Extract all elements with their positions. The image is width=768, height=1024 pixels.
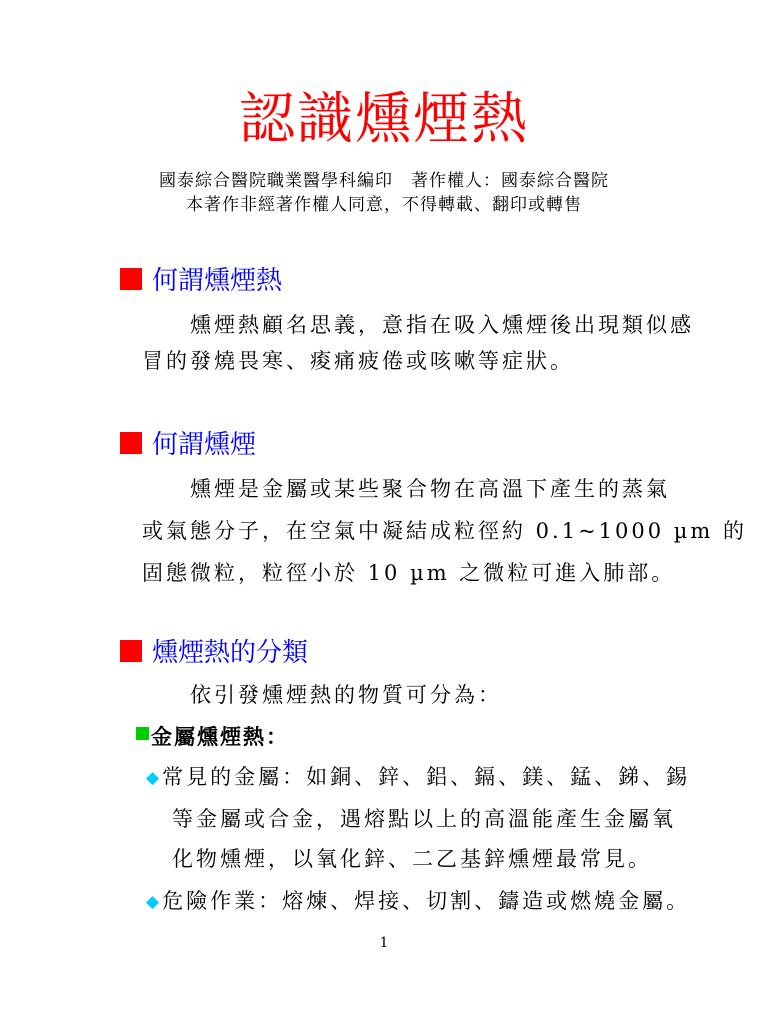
list-item-text: 常見的金屬：如銅、鋅、鋁、鎘、鎂、錳、銻、錫 [162, 765, 691, 789]
cyan-diamond-bullet-icon: ◆ [146, 768, 160, 788]
paragraph-line: 固態微粒，粒徑小於 10 µm 之微粒可進入肺部。 [142, 561, 676, 585]
list-item-continuation: 化物燻煙，以氧化鋅、二乙基鋅燻煙最常見。 [172, 847, 652, 871]
section-heading-classification [120, 636, 308, 670]
paragraph-line: 燻煙熱顧名思義，意指在吸入燻煙後出現類似感 [190, 313, 694, 337]
credit-line-publisher: 國泰綜合醫院職業醫學科編印 著作權人：國泰綜合醫院 [159, 171, 609, 191]
list-item-hazardous-work [146, 888, 690, 915]
paragraph-line: 依引發燻煙熱的物質可分為： [190, 683, 502, 707]
list-item-continuation: 等金屬或合金，遇熔點以上的高溫能產生金屬氧 [172, 807, 676, 831]
paragraph-line: 或氣態分子，在空氣中凝結成粒徑約 0.1~1000 µm 的 [142, 519, 748, 543]
section-heading-what-is-fume [120, 428, 256, 462]
section-heading-label: 何謂燻煙 [152, 430, 257, 460]
paragraph-line: 冒的發燒畏寒、痠痛疲倦或咳嗽等症狀。 [142, 349, 574, 373]
document-title: 認識燻煙熱 [239, 87, 529, 152]
red-square-bullet-icon [120, 640, 142, 662]
red-square-bullet-icon [120, 268, 142, 290]
section-heading-what-is-fume-fever [120, 264, 282, 298]
paragraph-line: 燻煙是金屬或某些聚合物在高溫下產生的蒸氣 [190, 477, 670, 501]
green-square-bullet-icon [136, 727, 149, 740]
page-number: 1 [379, 935, 389, 951]
red-square-bullet-icon [120, 432, 142, 454]
list-item-text: 危險作業：熔煉、焊接、切割、鑄造或燃燒金屬。 [162, 889, 691, 913]
cyan-diamond-bullet-icon: ◆ [146, 892, 160, 912]
credit-line-copyright: 本著作非經著作權人同意，不得轉載、翻印或轉售 [186, 195, 582, 215]
section-heading-label: 燻煙熱的分類 [152, 638, 309, 668]
subheading-metal-fume-fever [136, 724, 289, 750]
section-heading-label: 何謂燻煙熱 [152, 266, 283, 296]
subheading-label: 金屬燻煙熱： [151, 724, 289, 749]
list-item-common-metals [146, 764, 690, 791]
